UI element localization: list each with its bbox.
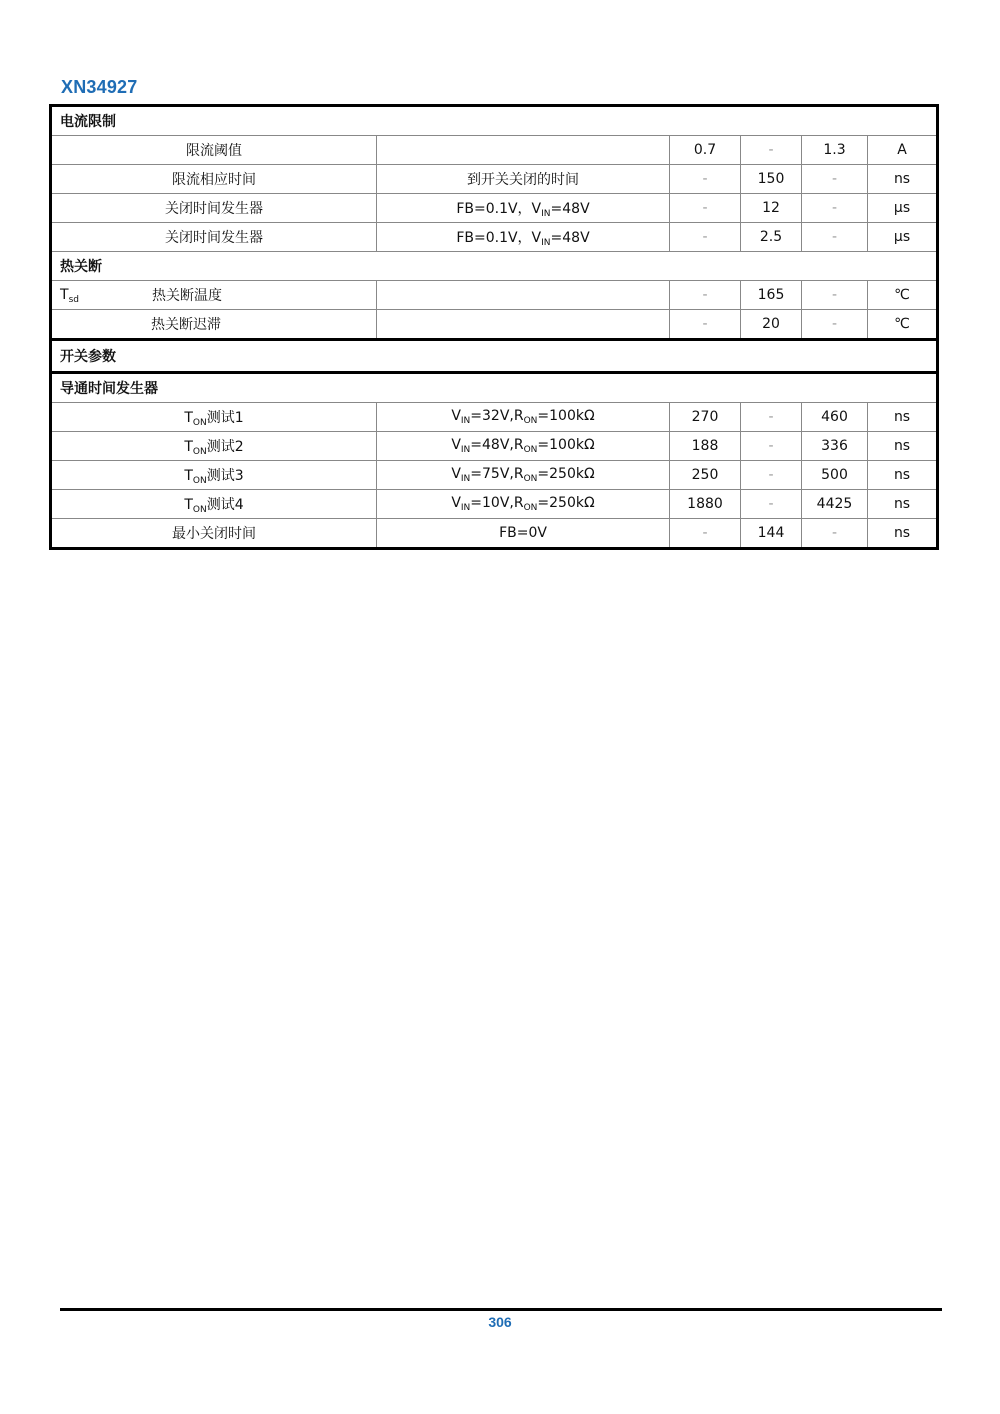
param-unit: ℃ — [868, 281, 938, 310]
param-name: 关闭时间发生器 — [51, 194, 377, 223]
param-typ: - — [741, 136, 802, 165]
param-max: 500 — [802, 461, 868, 490]
param-min: 188 — [670, 432, 741, 461]
param-min: - — [670, 194, 741, 223]
param-max: 4425 — [802, 490, 868, 519]
table-row — [51, 432, 938, 461]
table-row — [51, 165, 938, 194]
section-header-thermal-shutdown — [51, 252, 938, 281]
document-title: XN34927 — [61, 77, 138, 97]
table-row — [51, 136, 938, 165]
param-condition: FB=0.1V，$V_{IN}=48V$ — [377, 223, 670, 252]
param-typ: 12 — [741, 194, 802, 223]
param-unit: A — [868, 136, 938, 165]
param-condition: $V_{IN}=32V,R_{ON}=100k\Omega$ — [377, 403, 670, 432]
param-unit: ns — [868, 519, 938, 549]
param-min: - — [670, 281, 741, 310]
param-typ: 20 — [741, 310, 802, 340]
section-title: 导通时间发生器 — [51, 373, 938, 403]
param-condition — [377, 136, 670, 165]
param-max: - — [802, 165, 868, 194]
param-name: $T_{ON}$测试3 — [51, 461, 377, 490]
param-max: 336 — [802, 432, 868, 461]
param-condition: $V_{IN}=10V,R_{ON}=250k\Omega$ — [377, 490, 670, 519]
param-typ: 150 — [741, 165, 802, 194]
param-unit: ns — [868, 432, 938, 461]
table-row — [51, 461, 938, 490]
param-unit: μs — [868, 194, 938, 223]
param-name: 限流阈值 — [51, 136, 377, 165]
table-row — [51, 223, 938, 252]
param-condition — [377, 281, 670, 310]
param-max: - — [802, 310, 868, 340]
param-typ: 144 — [741, 519, 802, 549]
param-min: 270 — [670, 403, 741, 432]
param-typ: 165 — [741, 281, 802, 310]
param-condition: 到开关关闭的时间 — [377, 165, 670, 194]
param-typ: - — [741, 461, 802, 490]
param-condition: FB=0.1V，$V_{IN}=48V$ — [377, 194, 670, 223]
param-min: 250 — [670, 461, 741, 490]
param-min: 1880 — [670, 490, 741, 519]
param-name: 最小关闭时间 — [51, 519, 377, 549]
table-row — [51, 310, 938, 340]
param-name: $T_{sd}$ 热关断温度 — [51, 281, 377, 310]
footer-divider — [60, 1308, 942, 1311]
section-header-on-time-generator — [51, 373, 938, 403]
table-row — [51, 490, 938, 519]
param-typ: - — [741, 432, 802, 461]
electrical-characteristics-table — [49, 104, 939, 550]
param-max: 460 — [802, 403, 868, 432]
param-typ: 2.5 — [741, 223, 802, 252]
param-typ: - — [741, 490, 802, 519]
param-unit: ns — [868, 165, 938, 194]
param-name: 关闭时间发生器 — [51, 223, 377, 252]
param-name: 热关断迟滞 — [51, 310, 377, 340]
param-symbol: $T_{sd}$ — [60, 287, 79, 305]
param-unit: ns — [868, 403, 938, 432]
param-condition: $V_{IN}=48V,R_{ON}=100k\Omega$ — [377, 432, 670, 461]
param-unit: ns — [868, 461, 938, 490]
param-name: $T_{ON}$测试2 — [51, 432, 377, 461]
section-title: 热关断 — [51, 252, 938, 281]
param-max: 1.3 — [802, 136, 868, 165]
param-condition: $V_{IN}=75V,R_{ON}=250k\Omega$ — [377, 461, 670, 490]
section-title: 开关参数 — [51, 340, 938, 373]
param-unit: ℃ — [868, 310, 938, 340]
section-title: 电流限制 — [51, 106, 938, 136]
param-name: 限流相应时间 — [51, 165, 377, 194]
param-condition: FB=0V — [377, 519, 670, 549]
section-header-current-limit — [51, 106, 938, 136]
param-max: - — [802, 194, 868, 223]
param-unit: ns — [868, 490, 938, 519]
param-min: - — [670, 223, 741, 252]
table-row — [51, 281, 938, 310]
param-typ: - — [741, 403, 802, 432]
param-min: - — [670, 519, 741, 549]
param-min: - — [670, 165, 741, 194]
param-name: $T_{ON}$测试1 — [51, 403, 377, 432]
param-condition — [377, 310, 670, 340]
param-unit: μs — [868, 223, 938, 252]
param-min: - — [670, 310, 741, 340]
param-max: - — [802, 519, 868, 549]
param-max: - — [802, 223, 868, 252]
param-name: $T_{ON}$测试4 — [51, 490, 377, 519]
page-number: 306 — [488, 1314, 512, 1330]
table-row — [51, 194, 938, 223]
table-row — [51, 403, 938, 432]
param-min: 0.7 — [670, 136, 741, 165]
section-header-switching — [51, 340, 938, 373]
param-max: - — [802, 281, 868, 310]
table-row — [51, 519, 938, 549]
